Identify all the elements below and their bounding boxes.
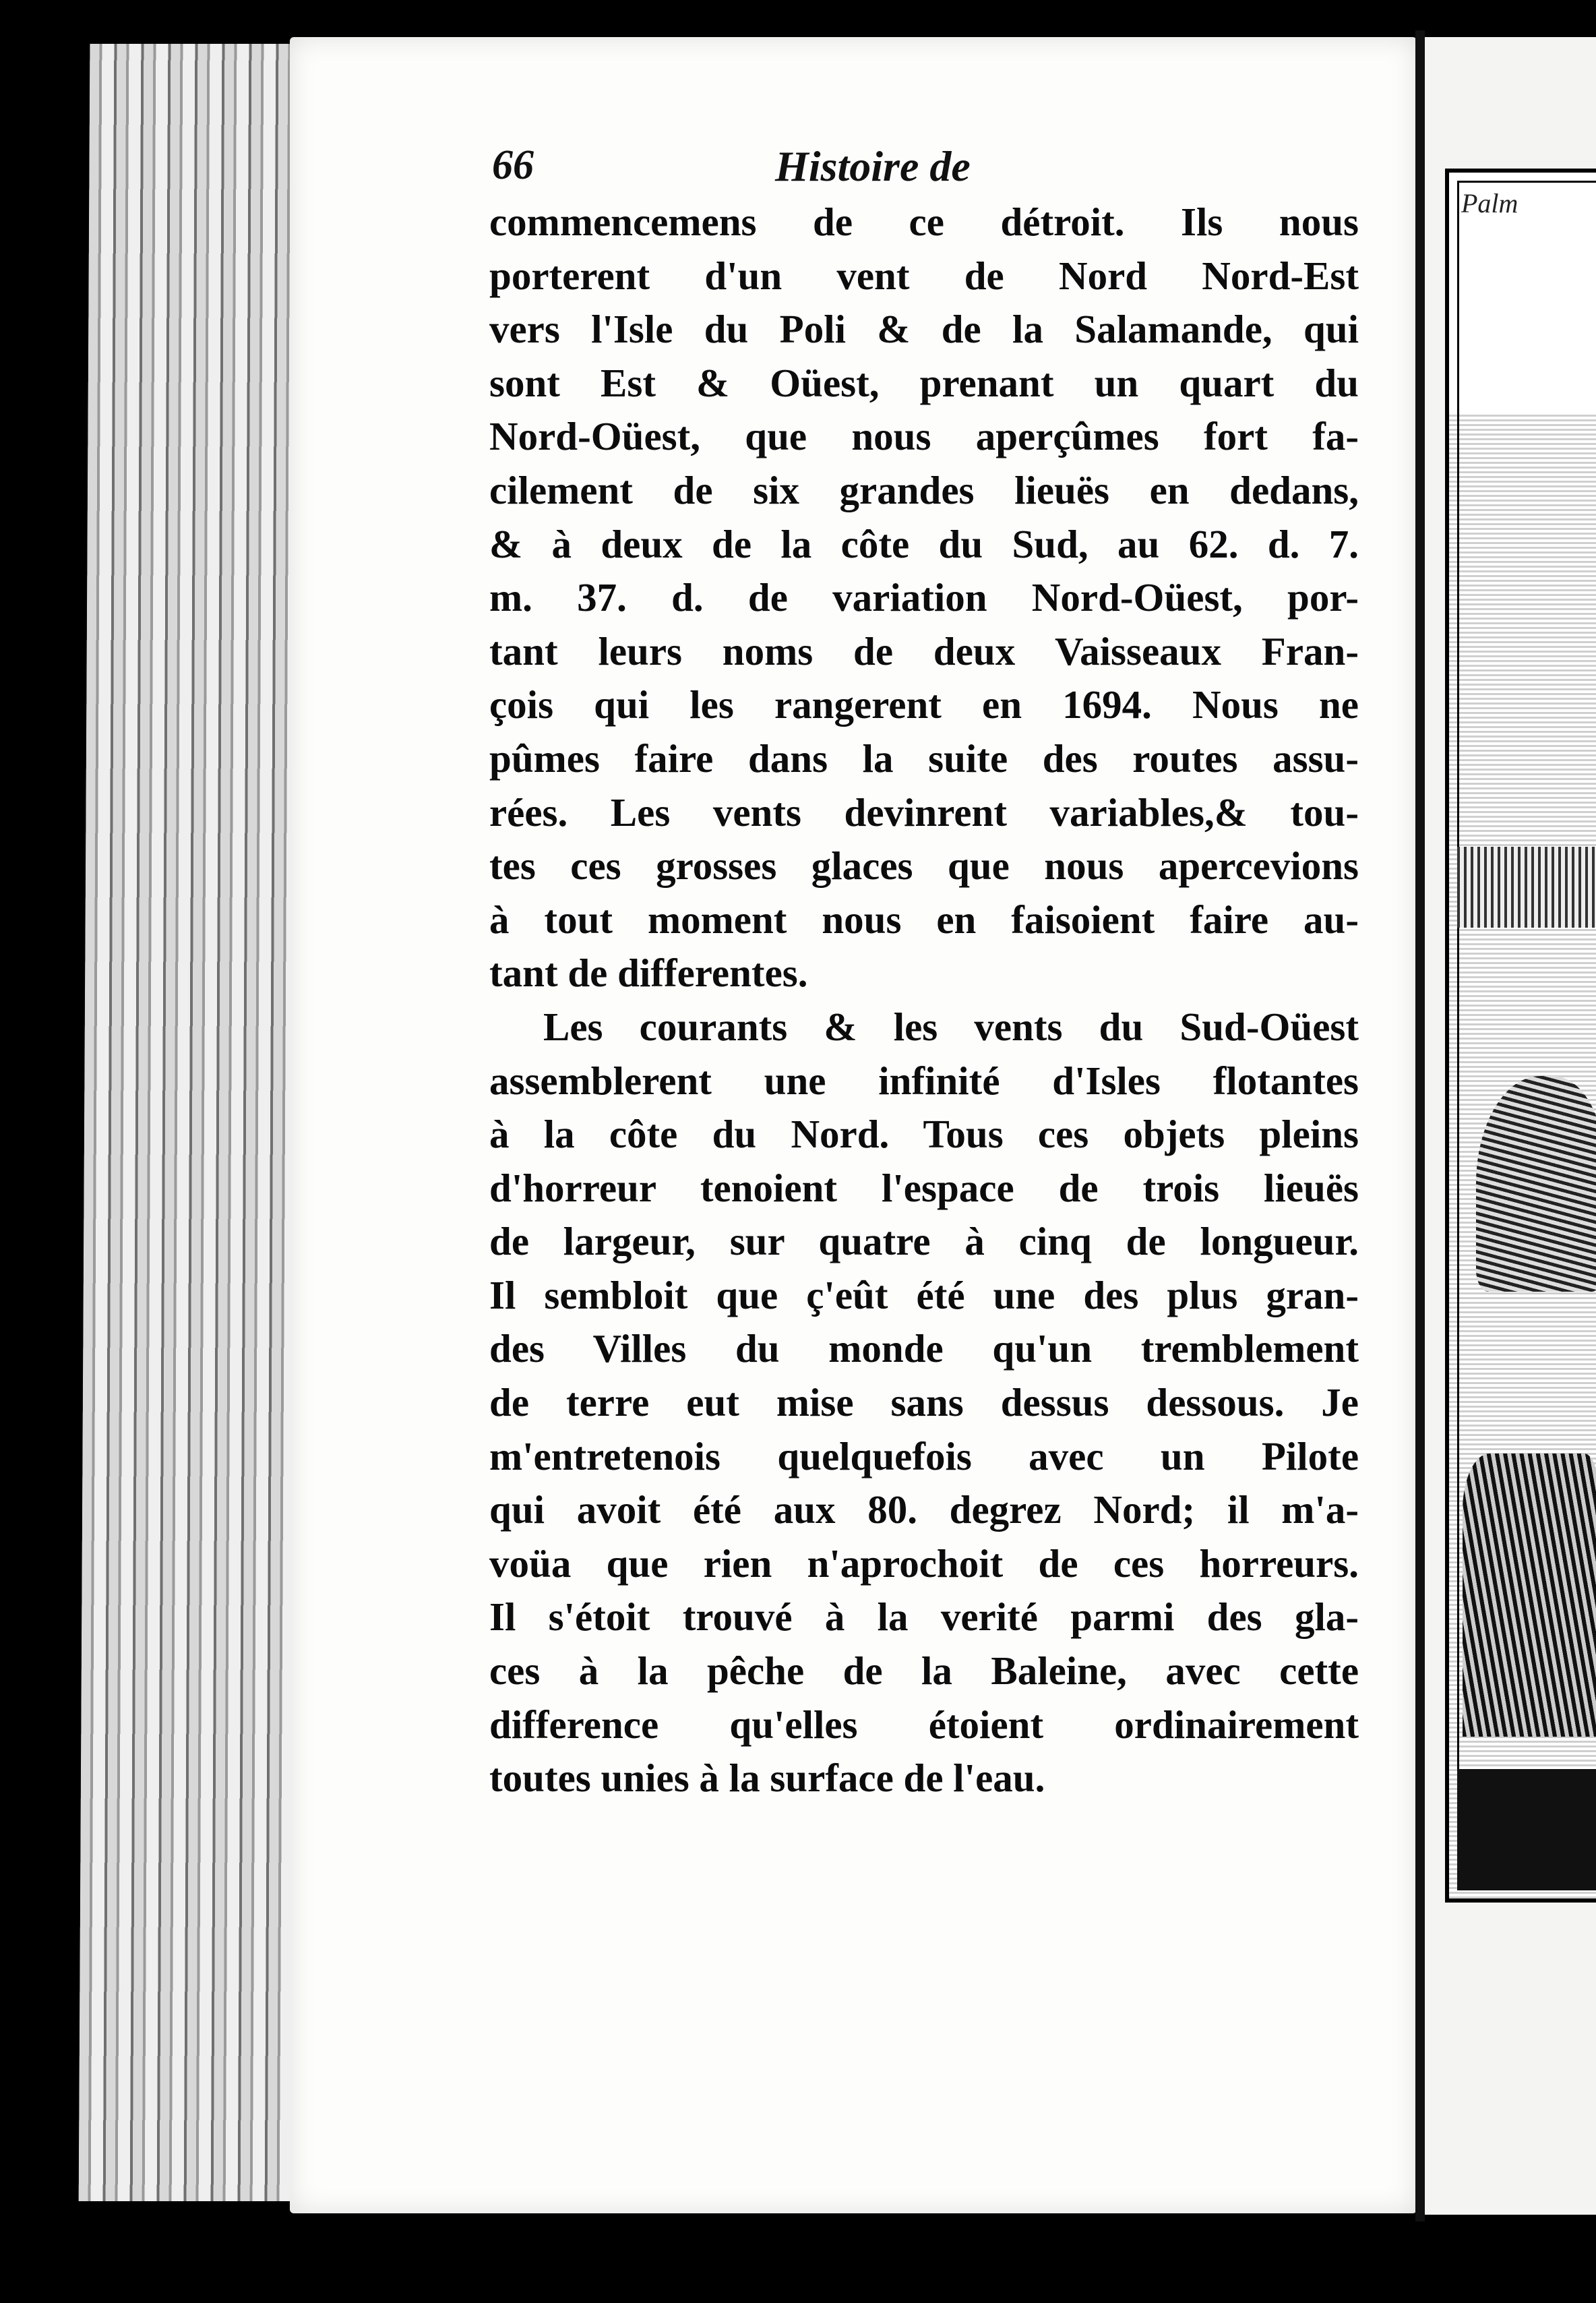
text-line: m. 37. d. de variation Nord-Oüest, por- (489, 575, 1359, 620)
text-line: vers l'Isle du Poli & de la Salamande, qui (489, 307, 1359, 352)
text-line: à tout moment nous en faisoient faire au- (489, 897, 1359, 942)
text-line: Nord-Oüest, que nous aperçûmes fort fa- (489, 414, 1359, 459)
text-line: toutes unies à la surface de l'eau. (489, 1756, 1045, 1801)
text-line: cilement de six grandes lieuës en dedans, (489, 467, 1359, 512)
paragraph (489, 1000, 1359, 1805)
text-line: voüa que rien n'aprochoit de ces horreurs. (489, 1541, 1359, 1586)
text-line: & à deux de la côte du Sud, au 62. d. 7. (489, 521, 1359, 566)
text-line: rées. Les vents devinrent variables,& tou- (489, 789, 1359, 835)
plate-foreground (1457, 1769, 1596, 1890)
text-line: m'entretenois quelquefois avec un Pilote (489, 1433, 1359, 1478)
page-header (492, 142, 1368, 202)
page-number: 66 (492, 142, 534, 188)
book-gutter (1415, 30, 1425, 2221)
text-line: à la côte du Nord. Tous ces objets pleins (489, 1112, 1359, 1157)
text-line: qui avoit été aux 80. degrez Nord; il m'a- (489, 1487, 1359, 1532)
running-head: Histoire de (775, 142, 971, 190)
text-line: tant de differentes. (489, 951, 808, 996)
text-line: de largeur, sur quatre à cinq de longueur. (489, 1219, 1359, 1264)
text-line: çois qui les rangerent en 1694. Nous ne (489, 682, 1359, 727)
engraved-plate (1445, 169, 1596, 1903)
text-line: tes ces grosses glaces que nous apercevions (489, 843, 1359, 889)
plate-iceberg (1463, 1454, 1596, 1737)
body-text (489, 196, 1359, 1805)
text-line: Il s'étoit trouvé à la verité parmi des gla- (489, 1594, 1359, 1640)
text-line: assemblerent une infinité d'Isles flotantes (489, 1058, 1359, 1103)
text-line: sont Est & Oüest, prenant un quart du (489, 360, 1359, 405)
paragraph (489, 196, 1359, 1000)
text-line: Il sembloit que ç'eût été une des plus gran- (489, 1272, 1359, 1317)
text-line: ces à la pêche de la Baleine, avec cette (489, 1648, 1359, 1694)
text-line: d'horreur tenoient l'espace de trois lieuës (489, 1165, 1359, 1210)
page-edges-stack (79, 44, 313, 2201)
text-line: pûmes faire dans la suite des routes assu- (489, 736, 1359, 781)
text-line: des Villes du monde qu'un tremblement (489, 1326, 1359, 1371)
text-line: tant leurs noms de deux Vaisseaux Fran- (489, 628, 1359, 674)
plate-caption: Palm (1461, 188, 1518, 218)
text-line: porterent d'un vent de Nord Nord-Est (489, 253, 1359, 298)
text-line: difference qu'elles étoient ordinairement (489, 1702, 1359, 1747)
text-line: commencemens de ce détroit. Ils nous (489, 200, 1359, 244)
text-line: de terre eut mise sans dessus dessous. Je (489, 1380, 1359, 1425)
plate-iceberg (1476, 1076, 1596, 1292)
plate-shoreline (1457, 847, 1596, 928)
text-line: Les courants & les vents du Sud-Oüest (543, 1004, 1359, 1049)
